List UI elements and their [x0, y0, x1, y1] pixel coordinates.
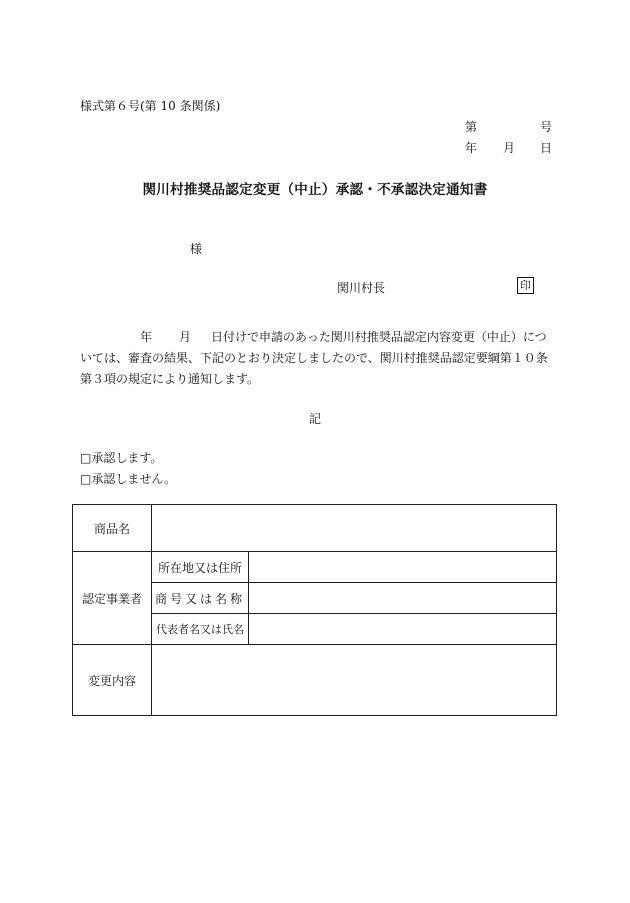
product-name-label: 商品名 — [73, 505, 152, 552]
date-year-label: 年 — [465, 141, 478, 155]
trade-name-label: 商号又は名称 — [152, 583, 249, 614]
approve-option[interactable]: □承認します。 — [80, 451, 163, 465]
trade-name-field[interactable] — [249, 583, 557, 614]
operator-label: 認定事業者 — [73, 552, 152, 645]
seal-mark: 印 — [517, 277, 534, 294]
body-line-3: 第３項の規定により通知します。 — [80, 372, 260, 386]
representative-label: 代表者名又は氏名 — [152, 614, 249, 645]
body-month-label: 月 — [179, 330, 192, 344]
address-field[interactable] — [249, 552, 557, 583]
addressee-suffix: 様 — [190, 242, 203, 256]
representative-field[interactable] — [249, 614, 557, 645]
body-line-2: いては、審査の結果、下記のとおり決定しましたので、関川村推奨品認定要綱第１０条 — [80, 351, 548, 365]
address-label: 所在地又は住所 — [152, 552, 249, 583]
change-content-label: 変更内容 — [73, 645, 152, 716]
table-row — [73, 552, 557, 583]
reject-option[interactable]: □承認しません。 — [80, 472, 177, 486]
document-title: 関川村推奨品認定変更（中止）承認・不承認決定通知書 — [142, 182, 488, 198]
table-row — [73, 645, 557, 716]
body-line-1 — [80, 327, 555, 348]
change-content-field[interactable] — [152, 645, 557, 716]
product-name-field[interactable] — [152, 505, 557, 552]
body-line-1-text: 日付けで申請のあった関川村推奨品認定内容変更（中止）につ — [211, 330, 547, 344]
details-table — [72, 504, 557, 716]
form-number: 様式第６号(第 10 条関係) — [80, 99, 221, 113]
body-year-label: 年 — [140, 330, 153, 344]
date-month-label: 月 — [503, 141, 516, 155]
document-number-suffix: 号 — [540, 120, 553, 134]
ki-heading: 記 — [308, 412, 321, 426]
table-row — [73, 505, 557, 552]
date-day-label: 日 — [540, 141, 553, 155]
body-paragraph — [80, 327, 555, 390]
document-number-prefix: 第 — [465, 120, 478, 134]
issuer-name: 関川村長 — [337, 281, 386, 295]
